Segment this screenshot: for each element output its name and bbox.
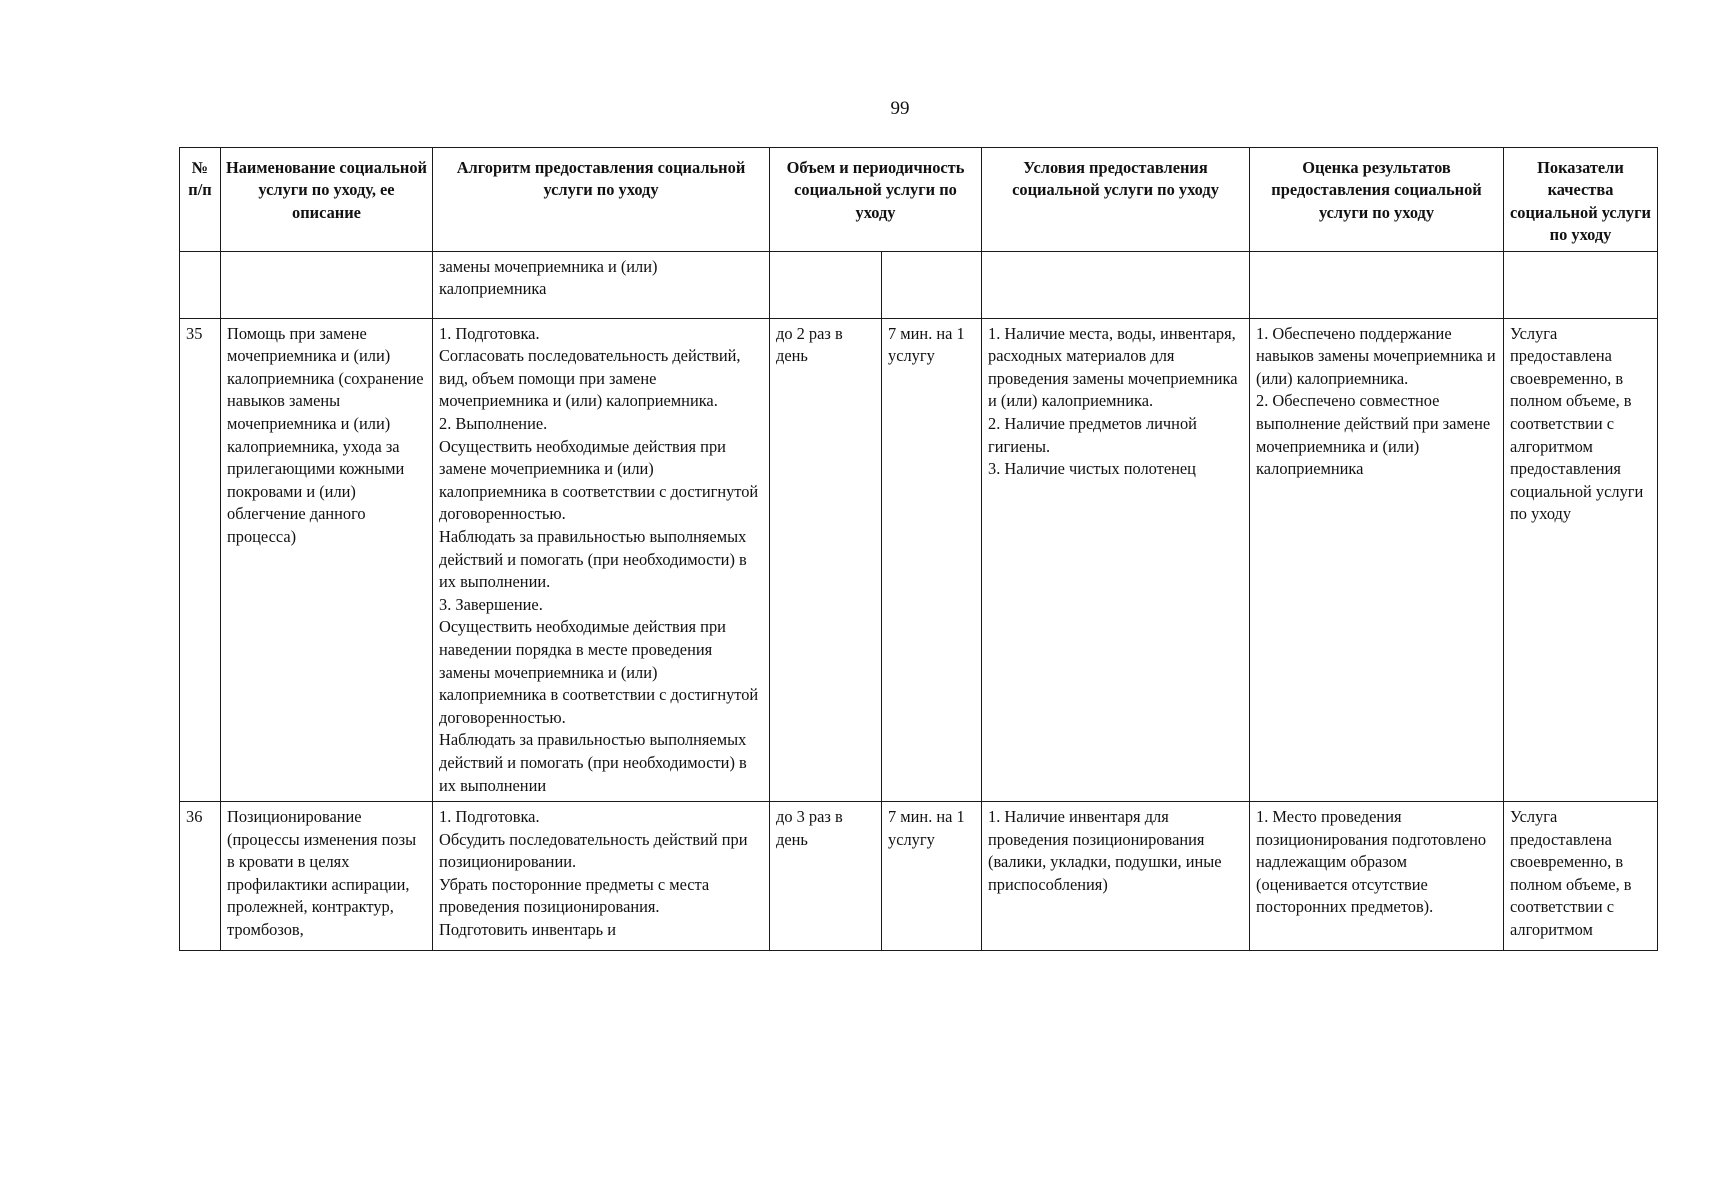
cell-number: 35 — [180, 318, 221, 801]
cell-quality: Услуга предоставлена своевременно, в полном объеме, в соответствии с алгоритмом — [1504, 802, 1658, 951]
cell-number — [180, 251, 221, 318]
header-volume-frequency: Объем и периодичность социальной услуги по уходу — [770, 148, 982, 252]
cell-algorithm: 1. Подготовка. Обсудить последовательность действий при позиционировании. Убрать посторонние предметы с места проведения позиционирования. Подготовить инвентарь и — [433, 802, 770, 951]
cell-algorithm: 1. Подготовка. Согласовать последовательность действий, вид, объем помощи при замене мочеприемника и (или) калоприемника. 2. Выполнение. Осуществить необходимые действия при замене мочеприемника и (или) калоприемника в соответствии с достигнутой договоренностью. Наблюдать за правильностью выполняемых действий и помогать (при необходимости) в их выполнении. 3. Завершение. Осуществить необходимые действия при наведении порядка в месте проведения замены мочеприемника и (или) калоприемника в соответствии с достигнутой договоренностью. Наблюдать за правильностью выполняемых действий и помогать (при необходимости) в их выполнении — [433, 318, 770, 801]
cell-duration: 7 мин. на 1 услугу — [882, 802, 982, 951]
cell-name — [221, 251, 433, 318]
cell-duration — [882, 251, 982, 318]
cell-name: Помощь при замене мочеприемника и (или) калоприемника (сохранение навыков замены мочеприемника и (или) калоприемника, ухода за прилегающими кожными покровами и (или) облегчение данного процесса) — [221, 318, 433, 801]
header-algorithm: Алгоритм предоставления социальной услуги по уходу — [433, 148, 770, 252]
cell-duration: 7 мин. на 1 услугу — [882, 318, 982, 801]
cell-name: Позиционирование (процессы изменения позы в кровати в целях профилактики аспирации, пролежней, контрактур, тромбозов, — [221, 802, 433, 951]
table-row — [180, 802, 1658, 951]
header-service-name: Наименование социальной услуги по уходу, ее описание — [221, 148, 433, 252]
cell-evaluation — [1250, 251, 1504, 318]
header-quality: Показатели качества социальной услуги по уходу — [1504, 148, 1658, 252]
cell-number: 36 — [180, 802, 221, 951]
cell-algorithm: замены мочеприемника и (или) калоприемника — [433, 251, 770, 318]
header-conditions: Условия предоставления социальной услуги по уходу — [982, 148, 1250, 252]
cell-frequency: до 3 раз в день — [770, 802, 882, 951]
cell-quality: Услуга предоставлена своевременно, в полном объеме, в соответствии с алгоритмом предоставления социальной услуги по уходу — [1504, 318, 1658, 801]
table-row-continuation — [180, 251, 1658, 318]
cell-conditions: 1. Наличие инвентаря для проведения позиционирования (валики, укладки, подушки, иные приспособления) — [982, 802, 1250, 951]
cell-evaluation: 1. Место проведения позиционирования подготовлено надлежащим образом (оценивается отсутствие посторонних предметов). — [1250, 802, 1504, 951]
page-number: 99 — [890, 98, 910, 119]
cell-evaluation: 1. Обеспечено поддержание навыков замены мочеприемника и (или) калоприемника. 2. Обеспечено совместное выполнение действий при замене мочеприемника и (или) калоприемника — [1250, 318, 1504, 801]
cell-frequency: до 2 раз в день — [770, 318, 882, 801]
cell-conditions — [982, 251, 1250, 318]
services-table — [179, 147, 1658, 951]
table-row — [180, 318, 1658, 801]
cell-conditions: 1. Наличие места, воды, инвентаря, расходных материалов для проведения замены мочеприемника и (или) калоприемника. 2. Наличие предметов личной гигиены. 3. Наличие чистых полотенец — [982, 318, 1250, 801]
header-evaluation: Оценка результатов предоставления социальной услуги по уходу — [1250, 148, 1504, 252]
table-header-row — [180, 148, 1658, 252]
header-number: № п/п — [180, 148, 221, 252]
cell-quality — [1504, 251, 1658, 318]
cell-frequency — [770, 251, 882, 318]
